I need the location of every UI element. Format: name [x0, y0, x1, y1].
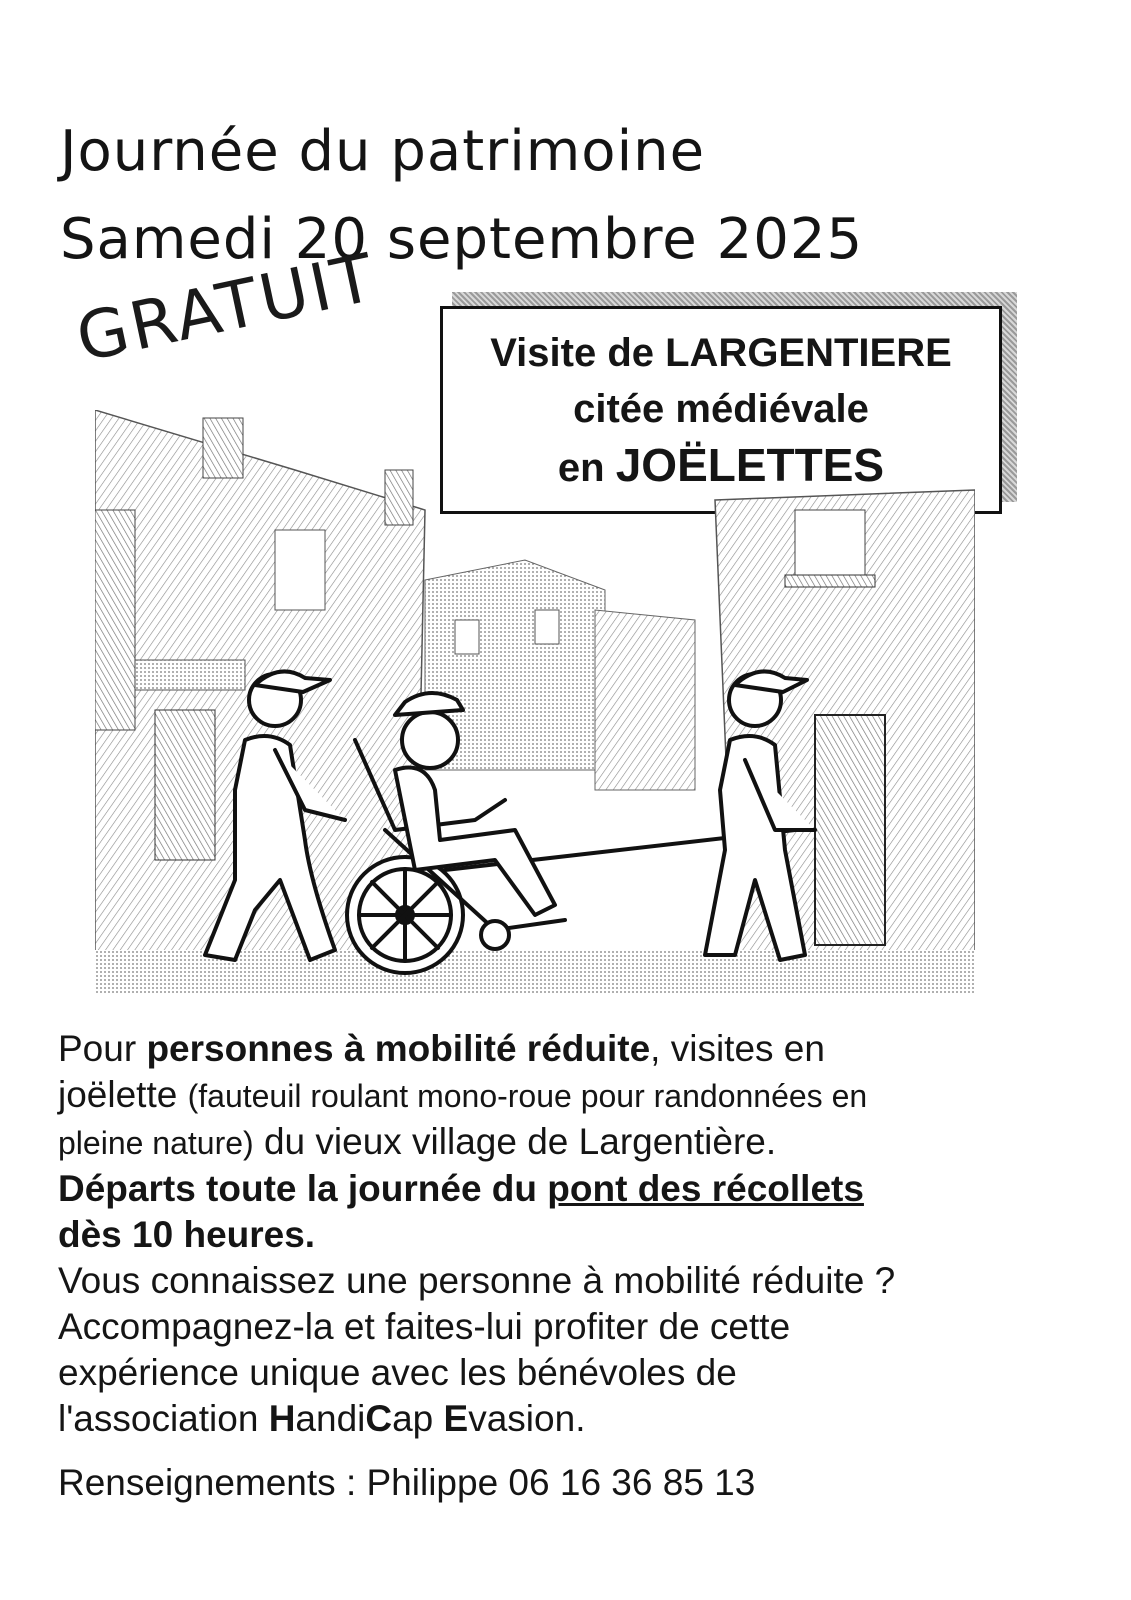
assoc-letter: C	[365, 1398, 393, 1439]
text-bold-mobility: personnes à mobilité réduite	[146, 1028, 651, 1069]
text-line: Accompagnez-la et faites-lui profiter de cette	[58, 1306, 791, 1347]
info-line-1: Visite de LARGENTIERE	[490, 330, 952, 375]
text-segment: Pour	[58, 1028, 147, 1069]
contact-line: Renseignements : Philippe 06 16 36 85 13	[58, 1462, 756, 1503]
meeting-point: pont des récollets	[547, 1168, 864, 1209]
page-title: Journée du patrimoine	[60, 119, 706, 184]
body-text	[58, 1026, 1068, 1506]
text-small: pleine nature)	[58, 1125, 254, 1161]
assoc-part: ap	[392, 1398, 444, 1439]
text-departs-time: dès 10 heures.	[58, 1214, 316, 1255]
info-line-3-highlight: JOËLETTES	[615, 438, 885, 491]
assoc-part: vasion.	[468, 1398, 586, 1439]
paragraph-mobility	[58, 1026, 1068, 1166]
title-block	[60, 108, 940, 284]
wheelchair-joelette-street-illustration	[95, 410, 975, 995]
paragraph-invitation	[58, 1258, 1068, 1442]
assoc-letter: E	[443, 1398, 469, 1439]
assoc-letter: H	[268, 1398, 296, 1439]
info-line-2: citée médiévale	[573, 386, 869, 431]
text-small: (fauteuil roulant mono-roue pour randonnées en	[187, 1078, 868, 1114]
background-buildings	[425, 560, 695, 790]
assoc-part: andi	[295, 1398, 366, 1439]
paragraph-departs	[58, 1166, 1068, 1258]
info-line-3-prefix: en	[557, 445, 616, 490]
event-date: Samedi 20 septembre 2025	[60, 207, 864, 272]
text-departs: Départs toute la journée du	[58, 1168, 548, 1209]
right-building	[715, 490, 975, 970]
text-line: l'association	[58, 1398, 269, 1439]
text-segment: du vieux village de Largentière.	[253, 1121, 777, 1162]
text-segment: joëlette	[58, 1074, 188, 1115]
text-line: Vous connaissez une personne à mobilité réduite ?	[58, 1260, 896, 1301]
text-line: expérience unique avec les bénévoles de	[58, 1352, 737, 1393]
free-stamp: GRATUIT	[69, 238, 384, 377]
text-segment: , visites en	[650, 1028, 825, 1069]
